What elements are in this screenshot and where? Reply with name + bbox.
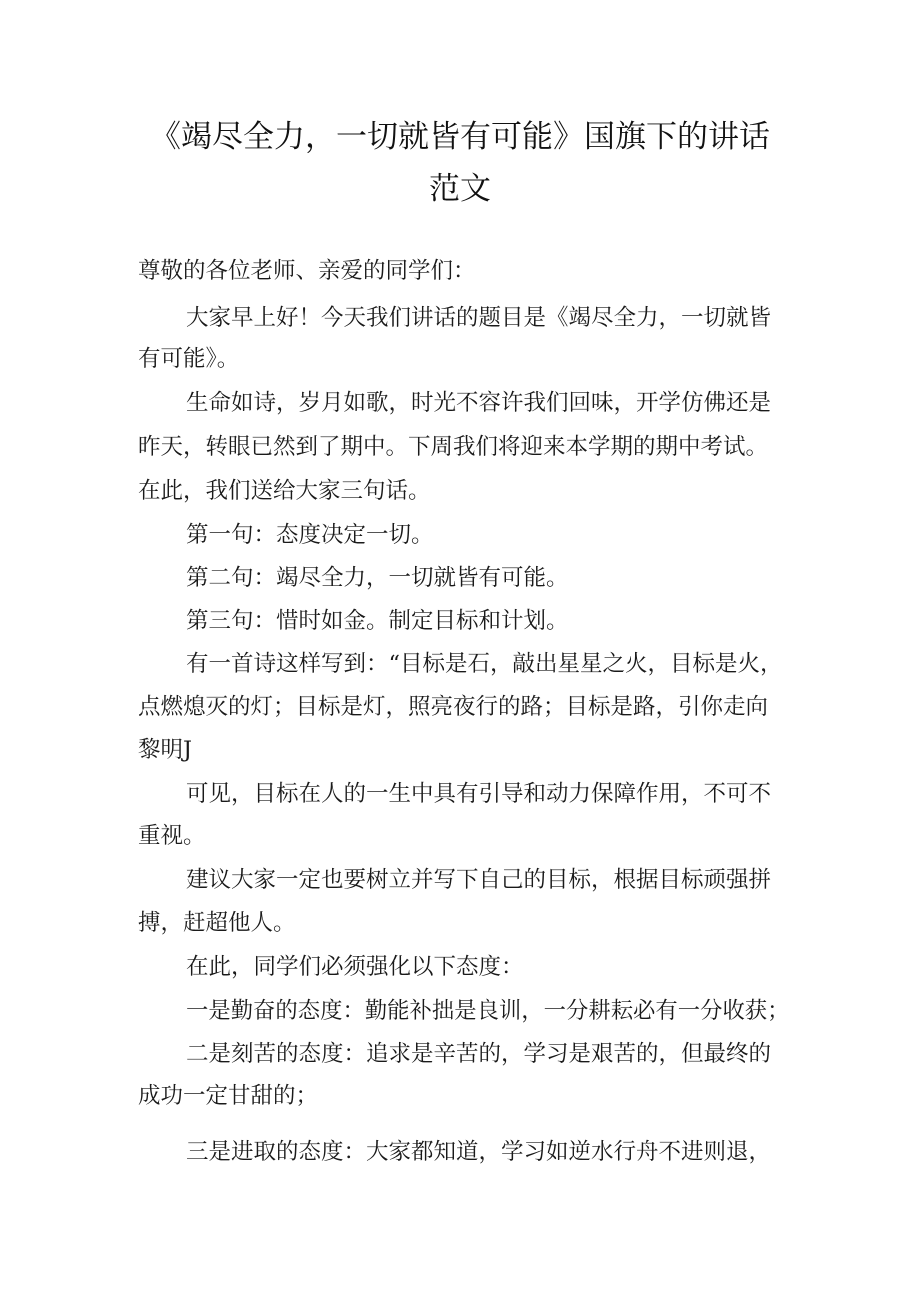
paragraph-line: 重视。: [138, 823, 206, 849]
document-title-line-2: 范文: [429, 171, 491, 207]
paragraph-line: 在此，同学们必须强化以下态度：: [186, 954, 524, 980]
paragraph-line: 一是勤奋的态度：勤能补拙是良训，一分耕耘必有一分收获；: [186, 998, 790, 1024]
paragraph-line: 生命如诗，岁月如歌，时光不容许我们回味，开学仿佛还是: [186, 390, 772, 416]
paragraph-line: 黎明J: [138, 737, 193, 763]
paragraph-line: 二是刻苦的态度：追求是辛苦的，学习是艰苦的，但最终的: [186, 1041, 772, 1067]
paragraph-line: 点燃熄灭的灯；目标是灯，照亮夜行的路；目标是路，引你走向: [138, 694, 769, 720]
salutation: 尊敬的各位老师、亲爱的同学们：: [138, 258, 476, 284]
paragraph-line: 建议大家一定也要树立并写下自己的目标，根据目标顽强拼: [186, 867, 772, 893]
paragraph-line: 可见，目标在人的一生中具有引导和动力保障作用，不可不: [186, 781, 772, 807]
document-title-line-1: 《竭尽全力，一切就皆有可能》国旗下的讲话: [150, 119, 770, 155]
paragraph-line: 第二句：竭尽全力，一切就皆有可能。: [186, 565, 569, 591]
paragraph-line: 大家早上好！今天我们讲话的题目是《竭尽全力，一切就皆: [186, 305, 772, 331]
paragraph-line: 成功一定甘甜的；: [138, 1083, 319, 1109]
paragraph-line: 第一句：态度决定一切。: [186, 522, 434, 548]
paragraph-line: 有可能》。: [138, 346, 240, 372]
paragraph-line: 搏，赶超他人。: [138, 910, 296, 936]
paragraph-line: 有一首诗这样写到：“目标是石，敲出星星之火，目标是火，: [186, 651, 783, 677]
paragraph-line: 在此，我们送给大家三句话。: [138, 478, 431, 504]
paragraph-line: 昨天，转眼已然到了期中。下周我们将迎来本学期的期中考试。: [138, 434, 769, 460]
paragraph-line: 三是进取的态度：大家都知道，学习如逆水行舟不进则退，: [186, 1139, 772, 1165]
paragraph-line: 第三句：惜时如金。制定目标和计划。: [186, 608, 569, 634]
